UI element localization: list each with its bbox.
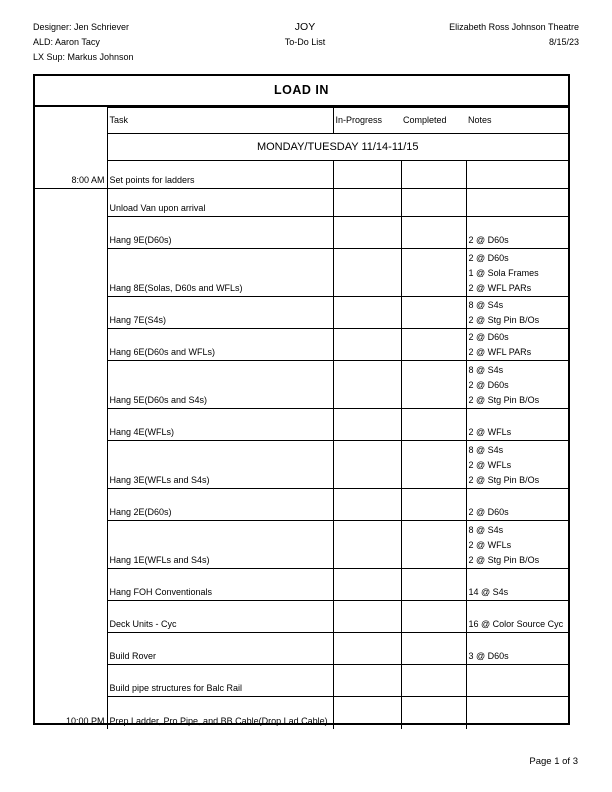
table-row <box>35 489 568 521</box>
note-line: 8 @ S4s <box>468 365 504 375</box>
row-time <box>35 601 107 633</box>
row-in-progress-cell[interactable] <box>333 249 401 297</box>
row-completed-cell[interactable] <box>401 601 466 633</box>
row-task: Hang 8E(Solas, D60s and WFLs) <box>107 249 333 297</box>
row-time <box>35 665 107 697</box>
day-row <box>35 134 568 161</box>
row-task: Deck Units - Cyc <box>107 601 333 633</box>
load-in-table-frame <box>33 74 570 725</box>
note-line: 3 @ D60s <box>468 651 509 661</box>
row-in-progress-cell[interactable] <box>333 665 401 697</box>
row-notes <box>466 217 568 249</box>
note-line: 14 @ S4s <box>468 587 509 597</box>
row-time <box>35 489 107 521</box>
todo-table <box>35 107 568 729</box>
row-task: Build pipe structures for Balc Rail <box>107 665 333 697</box>
ald-line: ALD: Aaron Tacy <box>33 37 100 47</box>
row-task: Hang 1E(WFLs and S4s) <box>107 521 333 569</box>
header-venue <box>449 20 579 50</box>
table-row <box>35 697 568 729</box>
row-notes <box>466 189 568 217</box>
row-notes <box>466 249 568 297</box>
table-row <box>35 217 568 249</box>
row-completed-cell[interactable] <box>401 489 466 521</box>
table-row <box>35 361 568 409</box>
row-task: Hang 7E(S4s) <box>107 297 333 329</box>
row-completed-cell[interactable] <box>401 217 466 249</box>
row-completed-cell[interactable] <box>401 697 466 729</box>
row-in-progress-cell[interactable] <box>333 489 401 521</box>
note-line: 2 @ D60s <box>468 235 509 245</box>
row-in-progress-cell[interactable] <box>333 361 401 409</box>
time-col-header <box>35 108 107 134</box>
table-row <box>35 329 568 361</box>
venue-name: Elizabeth Ross Johnson Theatre <box>449 22 579 32</box>
header-show <box>250 20 360 50</box>
row-task: Hang 4E(WFLs) <box>107 409 333 441</box>
row-time <box>35 409 107 441</box>
row-in-progress-cell[interactable] <box>333 601 401 633</box>
row-task: Hang 5E(D60s and S4s) <box>107 361 333 409</box>
table-row <box>35 601 568 633</box>
note-line: 2 @ WFLs <box>468 427 512 437</box>
note-line: 2 @ Stg Pin B/Os <box>468 395 540 405</box>
header-crew <box>33 20 134 65</box>
row-completed-cell[interactable] <box>401 441 466 489</box>
row-completed-cell[interactable] <box>401 409 466 441</box>
note-line: 1 @ Sola Frames <box>468 268 539 278</box>
doc-date: 8/15/23 <box>548 37 579 47</box>
row-notes <box>466 361 568 409</box>
row-time <box>35 521 107 569</box>
page-number: Page 1 of 3 <box>529 756 578 767</box>
table-row <box>35 297 568 329</box>
row-notes <box>466 697 568 729</box>
table-row <box>35 409 568 441</box>
note-line: 2 @ Stg Pin B/Os <box>468 475 540 485</box>
day-label: MONDAY/TUESDAY 11/14-11/15 <box>107 134 568 161</box>
row-time <box>35 217 107 249</box>
row-task: Build Rover <box>107 633 333 665</box>
row-notes <box>466 633 568 665</box>
row-in-progress-cell[interactable] <box>333 569 401 601</box>
row-notes <box>466 489 568 521</box>
row-time <box>35 441 107 489</box>
row-in-progress-cell[interactable] <box>333 409 401 441</box>
row-notes <box>466 441 568 489</box>
row-notes <box>466 329 568 361</box>
row-task: Set points for ladders <box>107 161 333 189</box>
note-line: 2 @ WFLs <box>468 540 512 550</box>
table-row <box>35 521 568 569</box>
designer-line: Designer: Jen Schriever <box>33 22 130 32</box>
note-line: 8 @ S4s <box>468 445 504 455</box>
note-line: 2 @ Stg Pin B/Os <box>468 315 540 325</box>
day-time-cell <box>35 134 107 161</box>
row-time <box>35 249 107 297</box>
column-header-row <box>35 108 568 134</box>
task-col-header: Task <box>107 108 333 134</box>
row-time <box>35 189 107 217</box>
row-in-progress-cell[interactable] <box>333 189 401 217</box>
table-row <box>35 161 568 189</box>
row-completed-cell[interactable] <box>401 297 466 329</box>
row-completed-cell[interactable] <box>401 569 466 601</box>
row-time <box>35 329 107 361</box>
note-line: 2 @ D60s <box>468 380 509 390</box>
row-task: Unload Van upon arrival <box>107 189 333 217</box>
row-notes <box>466 601 568 633</box>
notes-col-header: Notes <box>466 108 568 134</box>
row-time <box>35 569 107 601</box>
row-task: Hang FOH Conventionals <box>107 569 333 601</box>
row-notes <box>466 569 568 601</box>
row-time <box>35 361 107 409</box>
note-line: 2 @ WFL PARs <box>468 347 532 357</box>
note-line: 8 @ S4s <box>468 525 504 535</box>
row-notes <box>466 297 568 329</box>
in-progress-col-header: In-Progress <box>333 108 401 134</box>
row-notes <box>466 409 568 441</box>
note-line: 2 @ WFL PARs <box>468 283 532 293</box>
row-task: Hang 6E(D60s and WFLs) <box>107 329 333 361</box>
note-line: 16 @ Color Source Cyc <box>468 619 564 629</box>
note-line: 2 @ D60s <box>468 507 509 517</box>
row-task: Hang 2E(D60s) <box>107 489 333 521</box>
doc-type: To-Do List <box>284 37 326 47</box>
row-completed-cell[interactable] <box>401 361 466 409</box>
note-line: 2 @ D60s <box>468 332 509 342</box>
row-in-progress-cell[interactable] <box>333 697 401 729</box>
row-completed-cell[interactable] <box>401 189 466 217</box>
row-notes <box>466 665 568 697</box>
row-in-progress-cell[interactable] <box>333 441 401 489</box>
row-notes <box>466 521 568 569</box>
table-row <box>35 441 568 489</box>
row-in-progress-cell[interactable] <box>333 217 401 249</box>
lx-sup-line: LX Sup: Markus Johnson <box>33 52 134 62</box>
table-row <box>35 665 568 697</box>
row-task: Hang 9E(D60s) <box>107 217 333 249</box>
row-task: Prep Ladder, Pro Pipe, and BB Cable(Drop Lad Cable) <box>107 697 333 729</box>
show-title: JOY <box>294 21 316 33</box>
row-time <box>35 297 107 329</box>
row-in-progress-cell[interactable] <box>333 161 401 189</box>
row-completed-cell[interactable] <box>401 521 466 569</box>
row-completed-cell[interactable] <box>401 665 466 697</box>
row-time: 8:00 AM <box>35 161 107 189</box>
table-row <box>35 189 568 217</box>
row-time: 10:00 PM <box>35 697 107 729</box>
row-completed-cell[interactable] <box>401 161 466 189</box>
row-completed-cell[interactable] <box>401 329 466 361</box>
row-in-progress-cell[interactable] <box>333 329 401 361</box>
table-row <box>35 633 568 665</box>
row-notes <box>466 161 568 189</box>
note-line: 2 @ Stg Pin B/Os <box>468 555 540 565</box>
row-completed-cell[interactable] <box>401 633 466 665</box>
note-line: 8 @ S4s <box>468 300 504 310</box>
table-row <box>35 249 568 297</box>
row-in-progress-cell[interactable] <box>333 521 401 569</box>
row-completed-cell[interactable] <box>401 249 466 297</box>
row-time <box>35 633 107 665</box>
note-line: 2 @ D60s <box>468 253 509 263</box>
row-in-progress-cell[interactable] <box>333 633 401 665</box>
row-in-progress-cell[interactable] <box>333 297 401 329</box>
note-line: 2 @ WFLs <box>468 460 512 470</box>
row-task: Hang 3E(WFLs and S4s) <box>107 441 333 489</box>
table-row <box>35 569 568 601</box>
completed-col-header: Completed <box>401 108 466 134</box>
section-title: LOAD IN <box>35 76 568 107</box>
